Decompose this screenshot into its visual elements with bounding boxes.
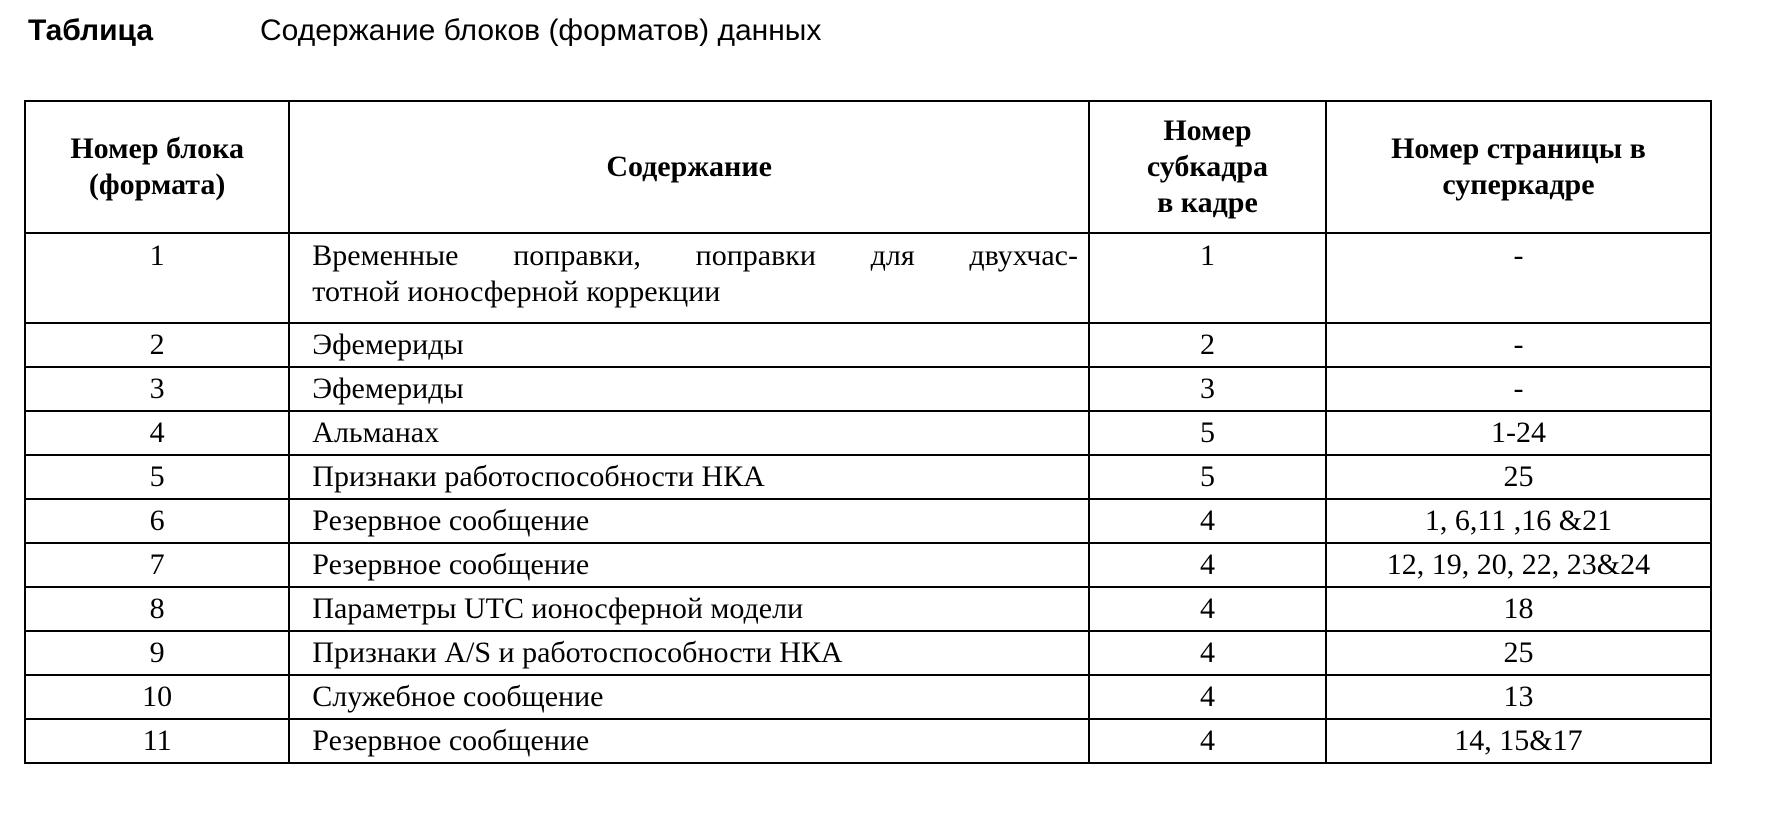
cell-subframe: 4 xyxy=(1089,719,1326,763)
cell-content: Эфемериды xyxy=(289,367,1089,411)
table-caption xyxy=(28,14,821,48)
table-row xyxy=(25,367,1711,411)
header-pages: Номер страницы в суперкадре xyxy=(1326,101,1711,233)
cell-subframe: 5 xyxy=(1089,411,1326,455)
cell-block: 11 xyxy=(25,719,289,763)
table-row xyxy=(25,631,1711,675)
cell-content: Альманах xyxy=(289,411,1089,455)
cell-pages: 25 xyxy=(1326,631,1711,675)
cell-subframe: 4 xyxy=(1089,587,1326,631)
cell-subframe: 2 xyxy=(1089,323,1326,367)
caption-title: Содержание блоков (форматов) данных xyxy=(260,14,822,47)
cell-block: 6 xyxy=(25,499,289,543)
cell-block: 10 xyxy=(25,675,289,719)
cell-subframe: 4 xyxy=(1089,675,1326,719)
cell-pages: 1-24 xyxy=(1326,411,1711,455)
cell-content: Параметры UTC ионосферной модели xyxy=(289,587,1089,631)
table-row xyxy=(25,675,1711,719)
cell-content: Эфемериды xyxy=(289,323,1089,367)
cell-subframe: 4 xyxy=(1089,499,1326,543)
caption-label: Таблица xyxy=(28,14,154,47)
cell-content: Признаки A/S и работоспособности НКА xyxy=(289,631,1089,675)
cell-content: Резервное сообщение xyxy=(289,719,1089,763)
cell-pages: 25 xyxy=(1326,455,1711,499)
cell-pages: - xyxy=(1326,323,1711,367)
cell-block: 2 xyxy=(25,323,289,367)
data-blocks-table xyxy=(24,100,1712,764)
cell-pages: 14, 15&17 xyxy=(1326,719,1711,763)
cell-subframe: 5 xyxy=(1089,455,1326,499)
cell-subframe: 3 xyxy=(1089,367,1326,411)
table-row xyxy=(25,719,1711,763)
table-row xyxy=(25,233,1711,323)
header-content: Содержание xyxy=(289,101,1089,233)
cell-block: 4 xyxy=(25,411,289,455)
header-subframe: Номер субкадра в кадре xyxy=(1089,101,1326,233)
cell-block: 1 xyxy=(25,233,289,323)
cell-pages: 12, 19, 20, 22, 23&24 xyxy=(1326,543,1711,587)
cell-block: 7 xyxy=(25,543,289,587)
cell-pages: - xyxy=(1326,367,1711,411)
cell-block: 3 xyxy=(25,367,289,411)
table-row xyxy=(25,411,1711,455)
table-header-row xyxy=(25,101,1711,233)
cell-content: Признаки работоспособности НКА xyxy=(289,455,1089,499)
header-block-number: Номер блока (формата) xyxy=(25,101,289,233)
cell-block: 5 xyxy=(25,455,289,499)
cell-pages: 13 xyxy=(1326,675,1711,719)
cell-subframe: 1 xyxy=(1089,233,1326,323)
table-row xyxy=(25,323,1711,367)
table-row xyxy=(25,499,1711,543)
cell-pages: 1, 6,11 ,16 &21 xyxy=(1326,499,1711,543)
table-row xyxy=(25,543,1711,587)
cell-pages: - xyxy=(1326,233,1711,323)
table-row xyxy=(25,455,1711,499)
cell-block: 9 xyxy=(25,631,289,675)
cell-content: Резервное сообщение xyxy=(289,543,1089,587)
cell-subframe: 4 xyxy=(1089,631,1326,675)
cell-block: 8 xyxy=(25,587,289,631)
table-row xyxy=(25,587,1711,631)
cell-content: Служебное сообщение xyxy=(289,675,1089,719)
cell-subframe: 4 xyxy=(1089,543,1326,587)
cell-content: Резервное сообщение xyxy=(289,499,1089,543)
cell-pages: 18 xyxy=(1326,587,1711,631)
cell-content: Временные поправки, поправки для двухчас- тотной ионосферной коррекции xyxy=(289,233,1089,323)
